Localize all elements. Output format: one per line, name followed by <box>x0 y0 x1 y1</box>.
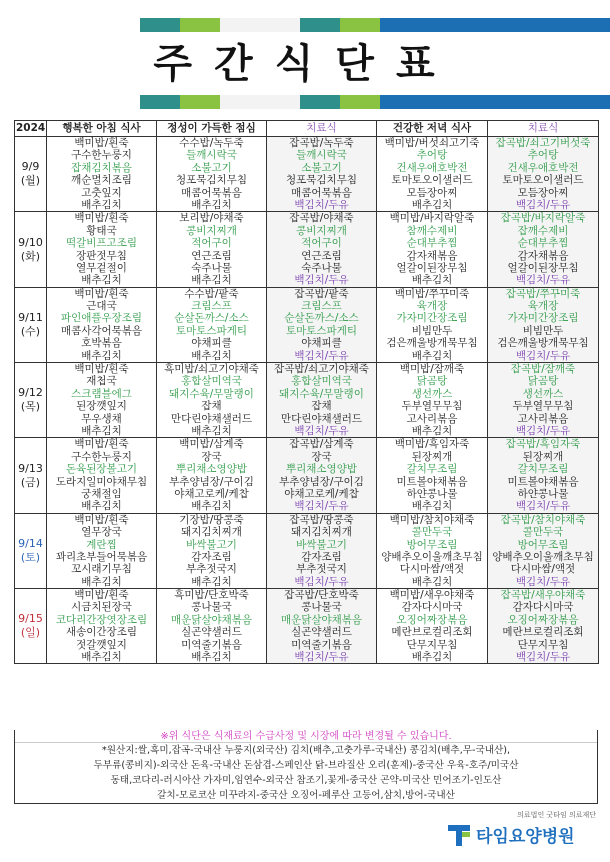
menu-item: 백김치/두유 <box>515 424 571 437</box>
menu-item: 백미밥/잠깨죽 <box>399 363 465 376</box>
menu-item: 방어무조림 <box>406 538 458 551</box>
menu-item: 스크램블에그 <box>71 387 132 400</box>
menu-item: 미역줄기볶음 <box>181 638 242 651</box>
menu-item: 코다리간장엿장조림 <box>55 613 148 626</box>
menu-item: 돼지수육/무말랭이 <box>169 387 254 400</box>
menu-item: 배추김치 <box>411 500 453 513</box>
menu-item: 들깨시락국 <box>186 149 237 162</box>
origin-list <box>15 743 597 803</box>
day-row <box>15 212 599 287</box>
menu-item: 배추김치 <box>411 349 453 362</box>
menu-item: 바싹불고기 <box>296 538 347 551</box>
weekly-menu-table <box>14 120 599 664</box>
menu-item: 백김치/두유 <box>294 349 349 362</box>
menu-item: 백김치/두유 <box>294 274 349 287</box>
menu-item: 바싹불고기 <box>186 538 237 551</box>
date-label: 9/9 <box>21 160 40 174</box>
meal-cell-breakfast <box>47 287 157 362</box>
meal-cell-dinner <box>377 287 488 362</box>
menu-item: 기장밥/땅콩죽 <box>179 513 244 526</box>
meal-cell-lunch <box>157 287 267 362</box>
menu-item: 토마토오이샐러드 <box>502 174 584 187</box>
menu-item: 야채고로케/케찹 <box>174 487 249 500</box>
menu-item: 만다린야채샐러드 <box>280 412 363 425</box>
menu-item: 오징어짜장볶음 <box>507 613 579 626</box>
menu-item: 홍합살미역국 <box>181 375 242 388</box>
day-row <box>15 513 599 588</box>
meal-cell-breakfast <box>47 212 157 287</box>
menu-item: 숙주나물 <box>191 261 232 274</box>
meal-cell-lunch <box>157 137 267 212</box>
meal-cell-lunch <box>157 513 267 588</box>
header-dinner-diet: 치료식 <box>488 121 599 137</box>
menu-item: 토마토스파게티 <box>285 324 357 337</box>
weekday-label: (목) <box>20 400 41 414</box>
menu-item: 된장찌개 <box>411 450 453 463</box>
menu-item: 숙주나물 <box>301 261 342 274</box>
menu-item: 배추김치 <box>81 424 122 437</box>
menu-item: 재첩국 <box>86 375 117 388</box>
header-row <box>15 121 599 137</box>
hospital-logo <box>440 810 600 850</box>
menu-item: 순살돈까스/소스 <box>284 312 359 325</box>
meal-cell-lunch-diet <box>267 438 377 513</box>
menu-item: 배추김치 <box>191 349 232 362</box>
menu-item: 잡채 <box>201 400 222 413</box>
menu-item: 참깨수제비 <box>406 224 458 237</box>
menu-item: 된장찌개 <box>522 450 564 463</box>
menu-item: 고사리볶음 <box>517 412 569 425</box>
menu-item: 배추김치 <box>411 575 453 588</box>
cross-logo-icon <box>446 822 472 848</box>
menu-item: 크림스프 <box>191 300 232 313</box>
menu-item: 청포묵김치무침 <box>285 174 357 187</box>
menu-item: 배추김치 <box>81 198 122 211</box>
menu-item: 가자미간장조림 <box>396 312 468 325</box>
day-row <box>15 287 599 362</box>
meal-cell-dinner <box>377 589 488 664</box>
menu-item: 구수한누룽지 <box>71 149 132 162</box>
menu-item: 백미밥/버섯쇠고기죽 <box>384 137 480 149</box>
menu-item: 백미밥/쭈꾸미죽 <box>394 287 470 300</box>
date-label: 9/14 <box>18 536 43 550</box>
meal-cell-dinner-diet <box>488 589 599 664</box>
menu-item: 잡곡밥/팥죽 <box>294 287 349 300</box>
menu-item: 백미밥/흰죽 <box>74 212 129 225</box>
menu-item: 소불고기 <box>301 161 342 174</box>
menu-item: 백김치/두유 <box>515 274 571 287</box>
menu-item: 잡곡밥/흑임자죽 <box>505 438 581 451</box>
menu-item: 감자조림 <box>191 550 232 563</box>
day-row <box>15 137 599 212</box>
menu-item: 백김치/두유 <box>294 424 349 437</box>
menu-item: 백미밥/흰죽 <box>74 287 129 300</box>
menu-item: 흑미밥/쇠고기야채죽 <box>164 363 259 376</box>
menu-item: 백김치/두유 <box>294 198 349 211</box>
menu-item: 검은깨울방개묵무침 <box>386 337 478 350</box>
menu-item: 고사리볶음 <box>406 412 458 425</box>
meal-cell-dinner <box>377 137 488 212</box>
menu-item: 실곤약샐러드 <box>181 626 242 639</box>
menu-item: 도라지일미야채무침 <box>55 475 148 488</box>
menu-item: 야채피클 <box>301 337 342 350</box>
menu-item: 만다린야채샐러드 <box>170 412 253 425</box>
footer <box>14 730 598 804</box>
menu-item: 백김치/두유 <box>515 198 571 211</box>
meal-cell-lunch-diet <box>267 212 377 287</box>
menu-item: 잡곡밥/참치야채죽 <box>500 513 586 526</box>
menu-item: 파인애플우장조림 <box>60 312 143 325</box>
menu-item: 방어무조림 <box>517 538 569 551</box>
menu-item: 크림스프 <box>301 300 342 313</box>
menu-item: 순대부추찜 <box>517 237 569 250</box>
menu-item: 잡곡밥/쇠고기야채죽 <box>274 363 369 376</box>
origin-line: 동태,코다리-러시아산 가자미,임연수-외국산 참조기,꽃게-중국산 곤약-미국산 민어조기-인도산 <box>110 775 502 786</box>
menu-item: 부추양념장/구이김 <box>169 475 254 488</box>
date-label: 9/13 <box>18 461 43 475</box>
menu-item: 잡채 <box>311 400 332 413</box>
menu-item: 단무지무침 <box>406 638 458 651</box>
weekday-label: (금) <box>20 475 41 489</box>
menu-item: 육개장 <box>527 300 559 313</box>
menu-item: 배추김치 <box>411 198 453 211</box>
meal-cell-lunch-diet <box>267 363 377 438</box>
menu-item: 감자채볶음 <box>406 249 458 262</box>
menu-item: 매운닭살야채볶음 <box>170 613 253 626</box>
menu-item: 매콤어묵볶음 <box>291 186 352 199</box>
menu-item: 부추젓국지 <box>296 563 347 576</box>
menu-item: 백미밥/참치야채죽 <box>389 513 475 526</box>
day-date <box>15 137 47 212</box>
menu-item: 두부열무무침 <box>512 400 574 413</box>
menu-item: 건새우애호박전 <box>396 161 468 174</box>
header-lunch: 정성이 가득한 점심 <box>157 121 267 137</box>
menu-item: 미트볼야채볶음 <box>396 475 468 488</box>
menu-item: 미트볼야채볶음 <box>507 475 579 488</box>
menu-item: 배추김치 <box>411 651 453 664</box>
menu-item: 백미밥/새우야채죽 <box>389 589 475 602</box>
menu-item: 열무장국 <box>81 526 122 539</box>
date-label: 9/11 <box>18 310 43 324</box>
menu-item: 꽈리초부들어묵볶음 <box>55 550 148 563</box>
menu-item: 백미밥/흑임자죽 <box>394 438 470 451</box>
menu-item: 배추김치 <box>191 274 232 287</box>
meal-cell-breakfast <box>47 363 157 438</box>
menu-item: 매콤사각어묵볶음 <box>60 324 143 337</box>
menu-item: 연근조림 <box>191 249 232 262</box>
menu-item: 황태국 <box>86 224 117 237</box>
menu-item: 육개장 <box>416 300 448 313</box>
menu-item: 매콤어묵볶음 <box>181 186 242 199</box>
day-date <box>15 212 47 287</box>
menu-item: 백김치/두유 <box>294 651 349 664</box>
day-row <box>15 363 599 438</box>
menu-item: 장국 <box>311 450 332 463</box>
menu-item: 배추김치 <box>191 575 232 588</box>
menu-item: 장국 <box>201 450 222 463</box>
meal-cell-breakfast <box>47 137 157 212</box>
menu-item: 콩비지찌개 <box>296 224 347 237</box>
menu-item: 백미밥/삼계죽 <box>179 438 244 451</box>
menu-item: 다시마쌈/액젓 <box>510 563 576 576</box>
menu-item: 잡깨수제비 <box>517 224 569 237</box>
day-row <box>15 589 599 664</box>
menu-item: 들깨시락국 <box>296 149 347 162</box>
menu-item: 보리밥/야채죽 <box>179 212 244 225</box>
menu-item: 백김치/두유 <box>515 500 571 513</box>
menu-item: 양배추오이울깨초무침 <box>492 550 594 563</box>
menu-item: 감자채볶음 <box>517 249 569 262</box>
menu-item: 콩비지찌개 <box>186 224 237 237</box>
menu-item: 배추김치 <box>81 651 122 664</box>
menu-item: 적어구이 <box>191 237 232 250</box>
meal-cell-lunch-diet <box>267 287 377 362</box>
menu-item: 오징어짜장볶음 <box>396 613 468 626</box>
menu-body <box>15 137 599 664</box>
menu-item: 소불고기 <box>191 161 232 174</box>
menu-item: 백미밥/흰죽 <box>74 589 129 602</box>
menu-item: 홍합살미역국 <box>291 375 352 388</box>
menu-item: 토마토스파게티 <box>175 324 247 337</box>
menu-item: 흑미밥/단호박죽 <box>174 589 249 602</box>
menu-item: 감자다시마국 <box>401 601 463 614</box>
weekday-label: (토) <box>20 550 41 564</box>
meal-cell-dinner-diet <box>488 137 599 212</box>
menu-item: 잡곡밥/쇠고기버섯죽 <box>495 137 591 149</box>
meal-cell-breakfast <box>47 589 157 664</box>
menu-item: 호박볶음 <box>81 337 122 350</box>
menu-item: 감자조림 <box>301 550 342 563</box>
top-stripe <box>0 18 610 32</box>
menu-item: 백미밥/흰죽 <box>74 438 129 451</box>
meal-cell-lunch <box>157 589 267 664</box>
menu-item: 배추김치 <box>191 500 232 513</box>
menu-item: 잡채김치볶음 <box>71 161 132 174</box>
date-label: 9/12 <box>18 386 43 400</box>
origin-line: 갈치-모로코산 미꾸라지-중국산 오징어-페루산 고등어,삼치,방어-국내산 <box>157 790 455 801</box>
header-lunch-diet: 치료식 <box>267 121 377 137</box>
menu-item: 순대부추찜 <box>406 237 458 250</box>
menu-item: 시금치된장국 <box>71 601 132 614</box>
menu-item: 검은깨울방개묵무침 <box>497 337 589 350</box>
menu-item: 배추김치 <box>81 274 122 287</box>
menu-item: 다시마쌈/액젓 <box>399 563 465 576</box>
menu-item: 열무겉절이 <box>76 261 127 274</box>
menu-item: 야채고로케/케찹 <box>284 487 359 500</box>
menu-item: 배추김치 <box>191 424 232 437</box>
logo-name: 타임요양병원 <box>476 827 575 847</box>
menu-item: 갈치무조림 <box>517 463 569 476</box>
menu-item: 잡곡밥/단호박죽 <box>284 589 359 602</box>
header-dinner: 건강한 저녁 식사 <box>377 121 488 137</box>
menu-item: 닭곰탕 <box>527 375 559 388</box>
menu-item: 돼지김치찌개 <box>181 526 242 539</box>
menu-item: 하얀콩나물 <box>406 487 458 500</box>
menu-item: 고춧잎지 <box>81 186 122 199</box>
menu-item: 비빔만두 <box>522 324 564 337</box>
menu-item: 배추김치 <box>411 424 453 437</box>
meal-cell-lunch-diet <box>267 137 377 212</box>
menu-item: 콜만두국 <box>522 526 564 539</box>
meal-cell-breakfast <box>47 513 157 588</box>
menu-item: 백미밥/바지락알죽 <box>389 212 475 225</box>
menu-item: 구수한누룽지 <box>71 450 132 463</box>
menu-item: 순살돈까스/소스 <box>174 312 249 325</box>
meal-cell-lunch <box>157 438 267 513</box>
day-row <box>15 438 599 513</box>
meal-cell-lunch <box>157 363 267 438</box>
menu-item: 양배추오이울깨초무침 <box>381 550 483 563</box>
day-date <box>15 513 47 588</box>
menu-item: 새송이간장조림 <box>65 626 137 639</box>
menu-item: 잡곡밥/바지락알죽 <box>500 212 586 225</box>
meal-cell-dinner-diet <box>488 513 599 588</box>
weekday-label: (수) <box>20 324 41 338</box>
menu-item: 모듬장아찌 <box>517 186 569 199</box>
menu-item: 백미밥/흰죽 <box>74 137 129 149</box>
menu-item: 배추김치 <box>411 274 453 287</box>
menu-item: 건새우애호박전 <box>507 161 579 174</box>
menu-item: 생선까스 <box>522 387 564 400</box>
origin-line: 두부류(콩비지)-외국산 돈육-국내산 돈삼겹-스페인산 닭-브라질산 오리(훈제)-중국산 우육-호주/미국산 <box>93 760 519 771</box>
day-date <box>15 363 47 438</box>
menu-item: 백김치/두유 <box>294 575 349 588</box>
menu-item: 갈치무조림 <box>406 463 458 476</box>
menu-item: 꼬시래기무침 <box>71 563 132 576</box>
menu-item: 하얀콩나물 <box>517 487 569 500</box>
weekday-label: (월) <box>20 174 41 188</box>
menu-item: 얼갈이된장무침 <box>396 261 468 274</box>
menu-item: 실곤약샐러드 <box>291 626 352 639</box>
menu-item: 두부열무무침 <box>401 400 463 413</box>
menu-item: 추어탕 <box>416 149 448 162</box>
menu-item: 근대국 <box>86 300 117 313</box>
menu-item: 계란찜 <box>86 538 117 551</box>
menu-item: 야채피클 <box>191 337 232 350</box>
menu-item: 백김치/두유 <box>515 651 571 664</box>
menu-item: 된장깻잎지 <box>76 400 127 413</box>
meal-cell-breakfast <box>47 438 157 513</box>
meal-cell-dinner <box>377 513 488 588</box>
menu-item: 백김치/두유 <box>294 500 349 513</box>
menu-item: 돼지김치찌개 <box>291 526 352 539</box>
menu-item: 단무지무침 <box>517 638 569 651</box>
menu-item: 매운닭살야채볶음 <box>280 613 363 626</box>
logo-subtitle: 의료법인 굿타임 의료재단 <box>517 811 596 819</box>
menu-item: 가자미간장조림 <box>507 312 579 325</box>
menu-item: 깨순멸치조림 <box>71 174 132 187</box>
meal-cell-dinner-diet <box>488 212 599 287</box>
menu-item: 돼지수육/무말랭이 <box>279 387 364 400</box>
date-label: 9/15 <box>18 612 43 626</box>
day-date <box>15 438 47 513</box>
menu-item: 잡곡밥/잠깨죽 <box>510 363 576 376</box>
menu-item: 장판젓무침 <box>76 249 127 262</box>
menu-item: 얼갈이된장무침 <box>507 261 579 274</box>
menu-item: 닭곰탕 <box>416 375 448 388</box>
menu-item: 메란브로컬리조회 <box>391 626 473 639</box>
menu-item: 배추김치 <box>81 349 122 362</box>
menu-item: 배추김치 <box>81 500 122 513</box>
menu-item: 궁채절임 <box>81 487 122 500</box>
menu-item: 감자다시마국 <box>512 601 574 614</box>
meal-cell-dinner <box>377 363 488 438</box>
menu-item: 부추양념장/구이김 <box>279 475 364 488</box>
menu-item: 잡곡밥/새우야채죽 <box>500 589 586 602</box>
page-title: 주간식단표 <box>153 41 457 87</box>
menu-item: 잡곡밥/삼계죽 <box>289 438 354 451</box>
menu-item: 콜만두국 <box>411 526 453 539</box>
menu-item: 백김치/두유 <box>515 349 571 362</box>
meal-cell-dinner-diet <box>488 438 599 513</box>
menu-item: 무우생채 <box>81 412 122 425</box>
menu-item: 배추김치 <box>81 575 122 588</box>
menu-item: 돈육된장볼고기 <box>65 463 137 476</box>
day-date <box>15 287 47 362</box>
menu-item: 메란브로컬리조회 <box>502 626 584 639</box>
meal-cell-lunch <box>157 212 267 287</box>
weekday-label: (화) <box>20 249 41 263</box>
menu-item: 부추젓국지 <box>186 563 237 576</box>
origin-line: *원산지:쌀,흑미,잡곡-국내산 누룽지(외국산) 김치(배추,고춧가루-국내산) 콩김치(배추,무-국내산), <box>101 745 511 756</box>
date-label: 9/10 <box>18 235 43 249</box>
meal-cell-dinner-diet <box>488 363 599 438</box>
menu-item: 모듬장아찌 <box>406 186 458 199</box>
menu-item: 추어탕 <box>527 149 559 162</box>
menu-item: 생선까스 <box>411 387 453 400</box>
menu-item: 배추김치 <box>191 651 232 664</box>
menu-item: 잡곡밥/쭈꾸미죽 <box>505 287 581 300</box>
menu-item: 토마토오이샐러드 <box>391 174 473 187</box>
meal-cell-lunch-diet <box>267 513 377 588</box>
menu-item: 잡곡밥/땅콩죽 <box>289 513 354 526</box>
menu-item: 백미밥/흰죽 <box>74 513 129 526</box>
meal-cell-dinner <box>377 212 488 287</box>
day-date <box>15 589 47 664</box>
menu-item: 백미밥/흰죽 <box>74 363 129 376</box>
meal-cell-dinner-diet <box>488 287 599 362</box>
menu-item: 미역줄기볶음 <box>291 638 352 651</box>
menu-item: 콩나물국 <box>191 601 232 614</box>
menu-item: 잡곡밥/야채죽 <box>289 212 354 225</box>
meal-cell-lunch-diet <box>267 589 377 664</box>
menu-item: 콩나물국 <box>301 601 342 614</box>
header-year: 2024 <box>15 121 47 137</box>
menu-item: 떡갈비프고조림 <box>65 237 137 250</box>
menu-item: 적어구이 <box>301 237 342 250</box>
menu-item: 뿌리채소영양밥 <box>285 463 357 476</box>
notice-text: ※위 식단은 식재료의 수급사정 및 시장에 따라 변경될 수 있습니다. <box>15 730 597 743</box>
menu-item: 잡곡밥/녹두죽 <box>289 137 354 149</box>
weekday-label: (일) <box>20 626 41 640</box>
bottom-stripe <box>0 95 610 109</box>
menu-item: 뿌리채소영양밥 <box>175 463 247 476</box>
menu-item: 수수밥/녹두죽 <box>179 137 244 149</box>
menu-item: 배추김치 <box>191 198 232 211</box>
menu-item: 청포묵김치무침 <box>175 174 247 187</box>
menu-item: 연근조림 <box>301 249 342 262</box>
header-breakfast: 행복한 아침 식사 <box>47 121 157 137</box>
menu-item: 백김치/두유 <box>515 575 571 588</box>
menu-item: 수수밥/팥죽 <box>184 287 239 300</box>
menu-item: 비빔만두 <box>411 324 453 337</box>
menu-item: 젓갈깻잎지 <box>76 638 127 651</box>
meal-cell-dinner <box>377 438 488 513</box>
